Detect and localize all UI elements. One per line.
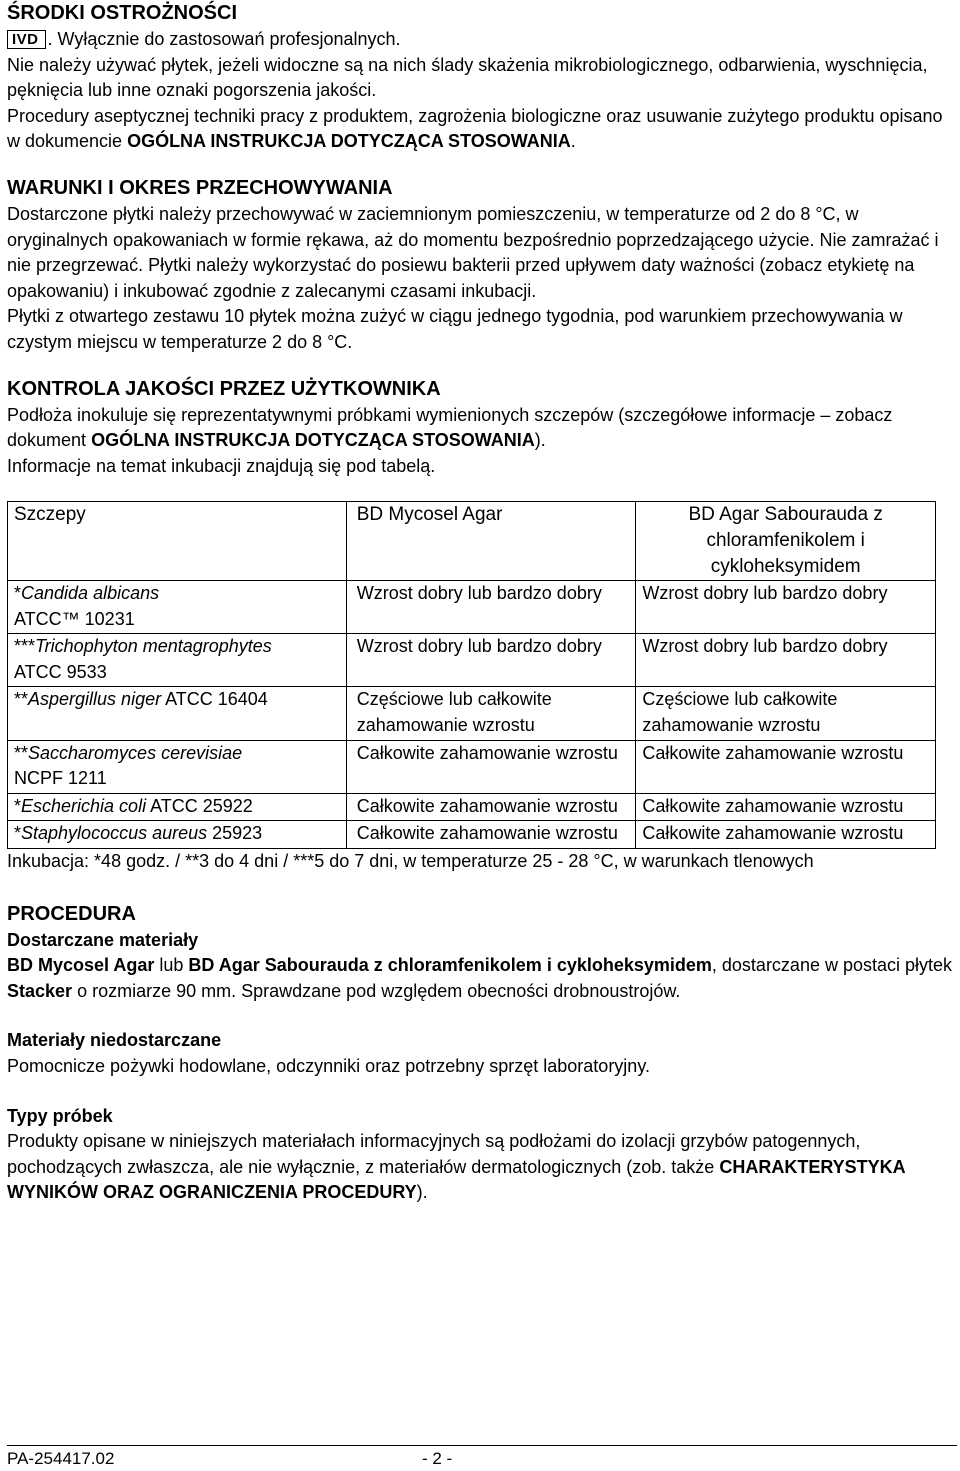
strain-incubation-marker: * <box>14 795 22 816</box>
supplied-or: lub <box>154 955 189 976</box>
quality-para-2: Informacje na temat inkubacji znajdują się pod tabelą. <box>7 455 436 476</box>
mycosel-result: Całkowite zahamowanie wzrostu <box>346 740 636 793</box>
strain-incubation-marker: *** <box>14 636 36 657</box>
general-instructions-ref-2: OGÓLNA INSTRUKCJA DOTYCZĄCA STOSOWANIA <box>91 430 535 451</box>
sabouraud-result: Całkowite zahamowanie wzrostu <box>636 740 936 793</box>
precautions-section <box>7 0 955 155</box>
ivd-line <box>7 27 955 53</box>
supplied-product-1: BD Mycosel Agar <box>7 955 155 976</box>
strain-species: Trichophyton mentagrophytes <box>35 636 272 657</box>
not-supplied-text: Pomocnicze pożywki hodowlane, odczynniki oraz potrzebny sprzęt laboratoryjny. <box>7 1056 650 1076</box>
table-row <box>8 793 936 821</box>
sabouraud-result: Wzrost dobry lub bardzo dobry <box>636 634 936 687</box>
supplied-stacker: Stacker <box>7 980 73 1001</box>
strain-cell <box>8 687 347 740</box>
quality-para-1-end: ). <box>534 430 546 451</box>
sabouraud-result: Całkowite zahamowanie wzrostu <box>636 793 936 821</box>
strain-incubation-marker: * <box>14 583 22 604</box>
sabouraud-result: Częściowe lub całkowite zahamowanie wzrostu <box>636 687 936 740</box>
mycosel-result: Częściowe lub całkowite zahamowanie wzrostu <box>346 687 636 740</box>
strain-cell <box>8 793 347 821</box>
strain-species: Escherichia coli <box>21 795 147 816</box>
samples-text-end: ). <box>416 1182 428 1203</box>
quality-para-1 <box>7 403 955 454</box>
strain-collection-id-line: NCPF 1211 <box>14 768 107 789</box>
supplied-size: o rozmiarze 90 mm. Sprawdzane pod względem obecności drobnoustrojów. <box>72 980 681 1001</box>
table-row <box>8 634 936 687</box>
strain-collection-id: ATCC 25922 <box>146 795 253 816</box>
strain-species: Aspergillus niger <box>28 689 162 710</box>
precautions-para-1: Nie należy używać płytek, jeżeli widoczne są na nich ślady skażenia mikrobiologicznego, odbarwienia, wyschnięcia, pęknięcia lub inne oznaki pogorszenia jakości. <box>7 54 928 101</box>
quality-para-1-text: Podłoża inokuluje się reprezentatywnymi próbkami wymienionych szczepów (szczegółowe informacje – zobacz dokument <box>7 404 893 451</box>
incubation-note: Inkubacja: *48 godz. / **3 do 4 dni / ***5 do 7 dni, w temperaturze 25 - 28 °C, w warunkach tlenowych <box>7 851 814 872</box>
supplied-text <box>7 953 955 1004</box>
strain-collection-id: ATCC 16404 <box>161 689 268 710</box>
table-row <box>8 581 936 634</box>
strain-cell <box>8 634 347 687</box>
supplied-product-2: BD Agar Sabourauda z chloramfenikolem i cykloheksymidem <box>188 955 712 976</box>
header-strains: Szczepy <box>8 502 347 581</box>
strain-collection-id-line: ATCC™ 10231 <box>14 608 135 629</box>
table-row <box>8 821 936 849</box>
samples-heading: Typy próbek <box>7 1105 113 1126</box>
page-number: - 2 - <box>422 1449 453 1468</box>
supplied-heading: Dostarczane materiały <box>7 929 199 950</box>
supplied-form: , dostarczane w postaci płytek <box>711 955 953 976</box>
procedure-heading: PROCEDURA <box>7 902 136 925</box>
not-supplied-heading: Materiały niedostarczane <box>7 1030 222 1051</box>
strains-table <box>7 501 936 849</box>
sabouraud-result: Wzrost dobry lub bardzo dobry <box>636 581 936 634</box>
header-sabouraud: BD Agar Sabourauda z chloramfenikolem i cykloheksymidem <box>636 502 936 581</box>
strain-cell <box>8 581 347 634</box>
samples-text-body: Produkty opisane w niniejszych materiałach informacyjnych są podłożami do izolacji grzybów patogennych, pochodzących zwłaszcza, ale nie wyłącznie, z materiałów dermatologicznych (zob. także <box>7 1131 861 1177</box>
table-row <box>8 740 936 793</box>
storage-para-2: Płytki z otwartego zestawu 10 płytek można zużyć w ciągu jednego tygodnia, pod warunkiem przechowywania w czystym miejscu w temperaturze 2 do 8 °C. <box>7 306 903 352</box>
strain-collection-id-line: ATCC 9533 <box>14 661 107 682</box>
procedure-section <box>7 901 955 1206</box>
document-page <box>7 0 955 1206</box>
strain-cell <box>8 740 347 793</box>
strain-incubation-marker: * <box>14 823 22 844</box>
table-row <box>8 687 936 740</box>
precautions-para-2 <box>7 104 955 155</box>
sabouraud-result: Całkowite zahamowanie wzrostu <box>636 821 936 849</box>
mycosel-result: Całkowite zahamowanie wzrostu <box>346 821 636 849</box>
mycosel-result: Wzrost dobry lub bardzo dobry <box>346 634 636 687</box>
precautions-para-2-end: . <box>570 131 576 152</box>
general-instructions-ref: OGÓLNA INSTRUKCJA DOTYCZĄCA STOSOWANIA <box>127 131 571 152</box>
strain-cell <box>8 821 347 849</box>
strain-species: Candida albicans <box>21 583 160 604</box>
strain-incubation-marker: ** <box>14 742 29 763</box>
storage-para-1: Dostarczone płytki należy przechowywać w zaciemnionym pomieszczeniu, w temperaturze od 2 do 8 °C, w oryginalnych opakowaniach w formie rękawa, aż do momentu bezpośrednio poprzedzającego użycie. Nie zamrażać i nie przegrzewać. Płytki należy wykorzystać do posiewu bakterii przed upływem daty ważności (zobacz etykietę na opakowaniu) i inkubować zgodnie z zalecanymi czasami inkubacji. <box>7 203 939 301</box>
strain-species: Staphylococcus aureus <box>21 823 208 844</box>
strain-collection-id: 25923 <box>207 823 263 844</box>
ivd-text: . Wyłącznie do zastosowań profesjonalnych. <box>47 29 401 49</box>
ivd-symbol: IVD <box>7 30 46 49</box>
header-mycosel: BD Mycosel Agar <box>346 502 636 581</box>
mycosel-result: Całkowite zahamowanie wzrostu <box>346 793 636 821</box>
quality-section <box>7 376 955 480</box>
document-code: PA-254417.02 <box>7 1449 115 1468</box>
characteristics-ref: CHARAKTERYSTYKA WYNIKÓW ORAZ OGRANICZENIA PROCEDURY <box>7 1156 905 1203</box>
strain-species: Saccharomyces cerevisiae <box>28 742 243 763</box>
page-footer <box>7 1445 957 1468</box>
precautions-heading: ŚRODKI OSTROŻNOŚCI <box>7 2 238 24</box>
table-header-row <box>8 502 936 581</box>
quality-heading: KONTROLA JAKOŚCI PRZEZ UŻYTKOWNIKA <box>7 377 441 400</box>
precautions-para-2-text: Procedury aseptycznej techniki pracy z produktem, zagrożenia biologiczne oraz usuwanie zużytego produktu opisano w dokumencie <box>7 105 943 152</box>
storage-section <box>7 175 955 356</box>
samples-text <box>7 1129 955 1206</box>
strain-incubation-marker: ** <box>14 689 29 710</box>
mycosel-result: Wzrost dobry lub bardzo dobry <box>346 581 636 634</box>
storage-heading: WARUNKI I OKRES PRZECHOWYWANIA <box>7 176 393 199</box>
